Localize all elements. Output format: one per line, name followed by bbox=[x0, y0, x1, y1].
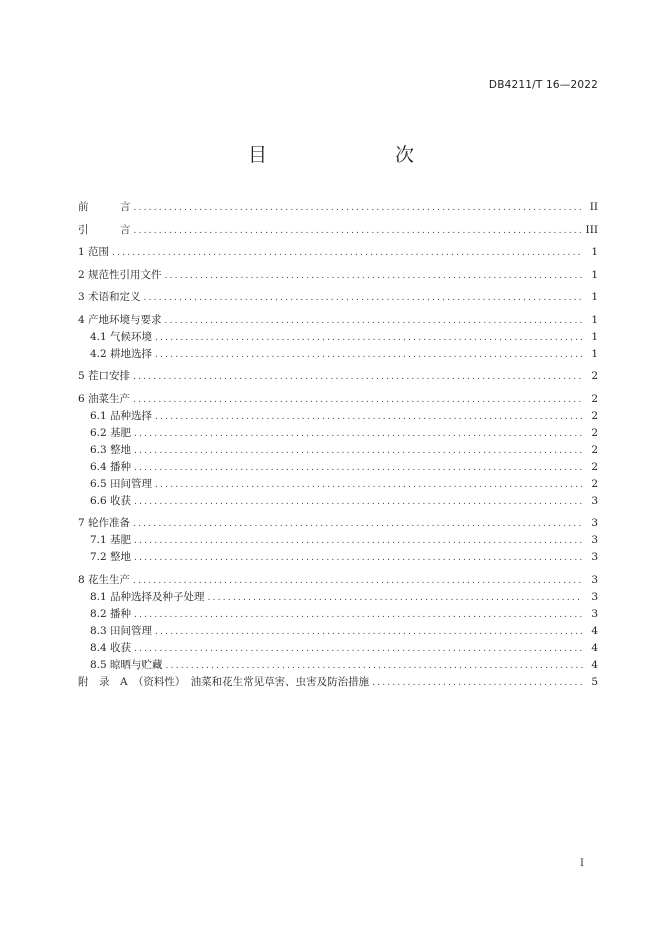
toc-entry[interactable] bbox=[78, 425, 598, 442]
toc-entry-page: 2 bbox=[591, 409, 598, 422]
toc-entry-label: 4.2 耕地选择 bbox=[90, 347, 153, 360]
document-code: DB4211/T 16—2022 bbox=[488, 79, 598, 91]
toc-entry[interactable] bbox=[78, 572, 598, 589]
toc-leader-dots bbox=[165, 268, 583, 285]
toc-entry-page: 3 bbox=[591, 517, 598, 529]
toc-entry-page: 4 bbox=[591, 624, 598, 637]
toc-entry-page: 2 bbox=[591, 370, 598, 382]
toc-entry-page: 1 bbox=[591, 330, 598, 343]
toc-entry-page: 4 bbox=[591, 658, 598, 671]
toc-entry-label: 附 录 A （资料性） 油菜和花生常见草害、虫害及防治措施 bbox=[78, 675, 370, 688]
toc-entry[interactable] bbox=[78, 244, 598, 261]
toc-entry-page: 2 bbox=[591, 477, 598, 490]
toc-entry[interactable] bbox=[78, 515, 598, 532]
toc-entry[interactable] bbox=[78, 346, 598, 363]
toc-leader-dots bbox=[208, 590, 583, 607]
page-number: I bbox=[580, 858, 584, 869]
toc-entry[interactable] bbox=[78, 493, 598, 510]
toc-leader-dots bbox=[134, 223, 581, 240]
toc-entry-page: 2 bbox=[591, 443, 598, 456]
toc-entry[interactable] bbox=[78, 267, 598, 284]
toc-leader-dots bbox=[112, 245, 583, 262]
toc-entry[interactable] bbox=[78, 199, 598, 216]
toc-entry[interactable] bbox=[78, 623, 598, 640]
toc-entry-label: 6 油菜生产 bbox=[78, 392, 131, 405]
toc-entry-label: 8.5 晾晒与贮藏 bbox=[90, 658, 163, 671]
toc-entry-label: 4.1 气候环境 bbox=[90, 330, 153, 343]
toc-entry-label: 8.4 收获 bbox=[90, 641, 132, 654]
toc-entry-page: 1 bbox=[591, 268, 598, 281]
toc-leader-dots bbox=[134, 533, 583, 550]
toc-entry[interactable] bbox=[78, 289, 598, 306]
toc-entry-label: 6.3 整地 bbox=[90, 443, 132, 456]
toc-entry-label: 1 范围 bbox=[78, 246, 110, 258]
toc-entry[interactable] bbox=[78, 476, 598, 493]
toc-entry-page: II bbox=[589, 201, 598, 213]
toc-entry[interactable] bbox=[78, 549, 598, 566]
toc-entry[interactable] bbox=[78, 640, 598, 657]
toc-entry-label: 5 茬口安排 bbox=[78, 370, 131, 382]
toc-leader-dots bbox=[155, 624, 583, 641]
toc-leader-dots bbox=[134, 443, 583, 460]
toc-entry-page: 3 bbox=[591, 494, 598, 507]
toc-entry-page: 3 bbox=[591, 590, 598, 603]
toc-entry[interactable] bbox=[78, 222, 598, 239]
toc-leader-dots bbox=[155, 477, 583, 494]
toc-entry[interactable] bbox=[78, 532, 598, 549]
toc-leader-dots bbox=[155, 330, 583, 347]
toc-entry-label: 7 轮作准备 bbox=[78, 517, 131, 529]
toc-entry[interactable] bbox=[78, 329, 598, 346]
toc-entry-page: 3 bbox=[591, 534, 598, 546]
toc-entry[interactable] bbox=[78, 312, 598, 329]
toc-entry-page: 3 bbox=[591, 551, 598, 563]
toc-entry[interactable] bbox=[78, 442, 598, 459]
toc-entry-label: 7.1 基肥 bbox=[90, 534, 132, 546]
toc-entry[interactable] bbox=[78, 408, 598, 425]
toc-entry-label: 6.4 播种 bbox=[90, 460, 132, 473]
toc-leader-dots bbox=[134, 200, 584, 217]
toc-entry-page: 1 bbox=[591, 246, 598, 258]
toc-entry-page: 1 bbox=[591, 347, 598, 360]
toc-entry[interactable] bbox=[78, 589, 598, 606]
toc-entry[interactable] bbox=[78, 674, 598, 691]
toc-entry-label: 6.5 田间管理 bbox=[90, 477, 153, 490]
toc-entry-label: 8 花生生产 bbox=[78, 573, 131, 586]
toc-entry-label: 3 术语和定义 bbox=[78, 291, 141, 303]
toc-leader-dots bbox=[144, 290, 583, 307]
toc-entry-page: 2 bbox=[591, 392, 598, 405]
toc-entry-label: 4 产地环境与要求 bbox=[78, 313, 162, 326]
toc-leader-dots bbox=[134, 607, 583, 624]
toc-entry-page: III bbox=[585, 223, 598, 236]
toc-entry-label: 7.2 整地 bbox=[90, 551, 132, 563]
toc-leader-dots bbox=[155, 347, 583, 364]
toc-leader-dots bbox=[134, 641, 583, 658]
toc-entry[interactable] bbox=[78, 657, 598, 674]
toc-leader-dots bbox=[134, 550, 583, 567]
toc-entry-label: 引 言 bbox=[78, 223, 131, 236]
toc-entry-label: 6.2 基肥 bbox=[90, 426, 132, 439]
toc-entry-label: 6.6 收获 bbox=[90, 494, 132, 507]
toc-entry-page: 5 bbox=[591, 675, 598, 688]
toc-entry-page: 2 bbox=[591, 426, 598, 439]
toc-entry-label: 8.2 播种 bbox=[90, 607, 132, 620]
toc-entry[interactable] bbox=[78, 606, 598, 623]
toc-leader-dots bbox=[134, 426, 583, 443]
toc-entry-page: 3 bbox=[591, 607, 598, 620]
toc-entry-page: 1 bbox=[591, 313, 598, 326]
toc-entry[interactable] bbox=[78, 391, 598, 408]
toc-leader-dots bbox=[133, 573, 583, 590]
toc-entry-page: 3 bbox=[591, 573, 598, 586]
toc-entry[interactable] bbox=[78, 459, 598, 476]
toc-leader-dots bbox=[372, 675, 583, 692]
toc-leader-dots bbox=[134, 460, 583, 477]
toc-leader-dots bbox=[133, 392, 583, 409]
toc-leader-dots bbox=[134, 494, 583, 511]
toc-leader-dots bbox=[166, 658, 583, 675]
toc-entry-label: 前 言 bbox=[78, 201, 131, 213]
toc-leader-dots bbox=[155, 409, 583, 426]
toc-entry-label: 2 规范性引用文件 bbox=[78, 268, 162, 281]
page-title: 目 次 bbox=[247, 144, 444, 166]
toc-entry-label: 6.1 品种选择 bbox=[90, 409, 153, 422]
toc-leader-dots bbox=[165, 313, 583, 330]
toc-entry-page: 2 bbox=[591, 460, 598, 473]
toc-leader-dots bbox=[133, 516, 583, 533]
toc-leader-dots bbox=[133, 369, 583, 386]
toc-entry-label: 8.1 品种选择及种子处理 bbox=[90, 590, 205, 603]
toc-entry[interactable] bbox=[78, 368, 598, 385]
table-of-contents bbox=[78, 199, 598, 691]
toc-entry-label: 8.3 田间管理 bbox=[90, 624, 153, 637]
toc-entry-page: 1 bbox=[591, 291, 598, 303]
toc-entry-page: 4 bbox=[591, 641, 598, 654]
